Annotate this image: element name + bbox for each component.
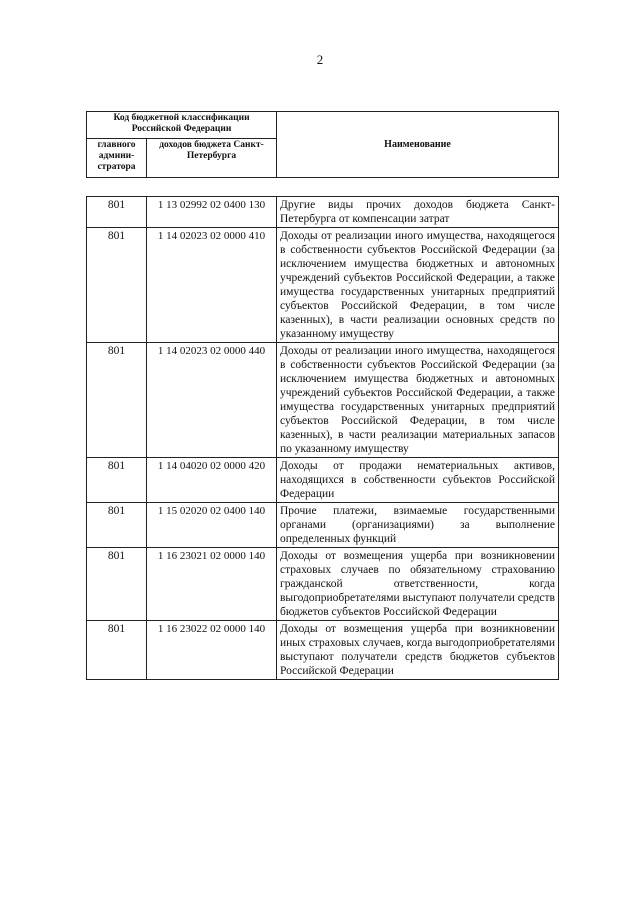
income-codes-table	[86, 196, 559, 680]
code-group-header: Код бюджетной классификации Российской Федерации	[87, 112, 277, 139]
admin-cell: 801	[87, 503, 147, 548]
name-cell: Доходы от возмещения ущерба при возникновении иных страховых случаев, когда выгодоприобретателями выступают получатели средств бюджетов субъектов Российской Федерации	[277, 621, 559, 680]
name-cell: Прочие платежи, взимаемые государственными органами (организациями) за выполнение определенных функций	[277, 503, 559, 548]
table-row	[87, 503, 559, 548]
admin-cell: 801	[87, 197, 147, 228]
name-column-header: Наименование	[277, 112, 559, 178]
code-cell: 1 16 23022 02 0000 140	[147, 621, 277, 680]
code-cell: 1 13 02992 02 0400 130	[147, 197, 277, 228]
code-cell: 1 14 02023 02 0000 410	[147, 228, 277, 343]
admin-cell: 801	[87, 343, 147, 458]
name-cell: Доходы от реализации иного имущества, находящегося в собственности субъектов Российской Федерации (за исключением имущества бюджетных и автономных учреждений субъектов Российской Федерации, а также имущества государственных унитарных предприятий субъектов Российской Федерации, в том числе казенных), в части реализации основных средств по указанному имуществу	[277, 228, 559, 343]
name-cell: Доходы от возмещения ущерба при возникновении страховых случаев по обязательному страхованию гражданской ответственности, когда выгодоприобретателями выступают получатели средств бюджетов субъектов Российской Федерации	[277, 548, 559, 621]
admin-cell: 801	[87, 621, 147, 680]
table-row	[87, 458, 559, 503]
code-cell: 1 14 04020 02 0000 420	[147, 458, 277, 503]
table-row	[87, 548, 559, 621]
name-cell: Доходы от продажи нематериальных активов, находящихся в собственности субъектов Российской Федерации	[277, 458, 559, 503]
admin-cell: 801	[87, 458, 147, 503]
admin-cell: 801	[87, 228, 147, 343]
code-cell: 1 16 23021 02 0000 140	[147, 548, 277, 621]
table-row	[87, 621, 559, 680]
admin-column-header: главного админи-стратора	[87, 139, 147, 178]
table-header	[86, 111, 559, 178]
name-cell: Доходы от реализации иного имущества, находящегося в собственности субъектов Российской Федерации (за исключением имущества бюджетных и автономных учреждений субъектов Российской Федерации, а также имущества государственных унитарных предприятий субъектов Российской Федерации, в том числе казенных), в части реализации материальных запасов по указанному имуществу	[277, 343, 559, 458]
code-cell: 1 14 02023 02 0000 440	[147, 343, 277, 458]
code-cell: 1 15 02020 02 0400 140	[147, 503, 277, 548]
table-row	[87, 228, 559, 343]
income-column-header: доходов бюджета Санкт-Петербурга	[147, 139, 277, 178]
admin-cell: 801	[87, 548, 147, 621]
table-row	[87, 197, 559, 228]
page-number: 2	[316, 52, 324, 67]
name-cell: Другие виды прочих доходов бюджета Санкт-Петербурга от компенсации затрат	[277, 197, 559, 228]
table-row	[87, 343, 559, 458]
